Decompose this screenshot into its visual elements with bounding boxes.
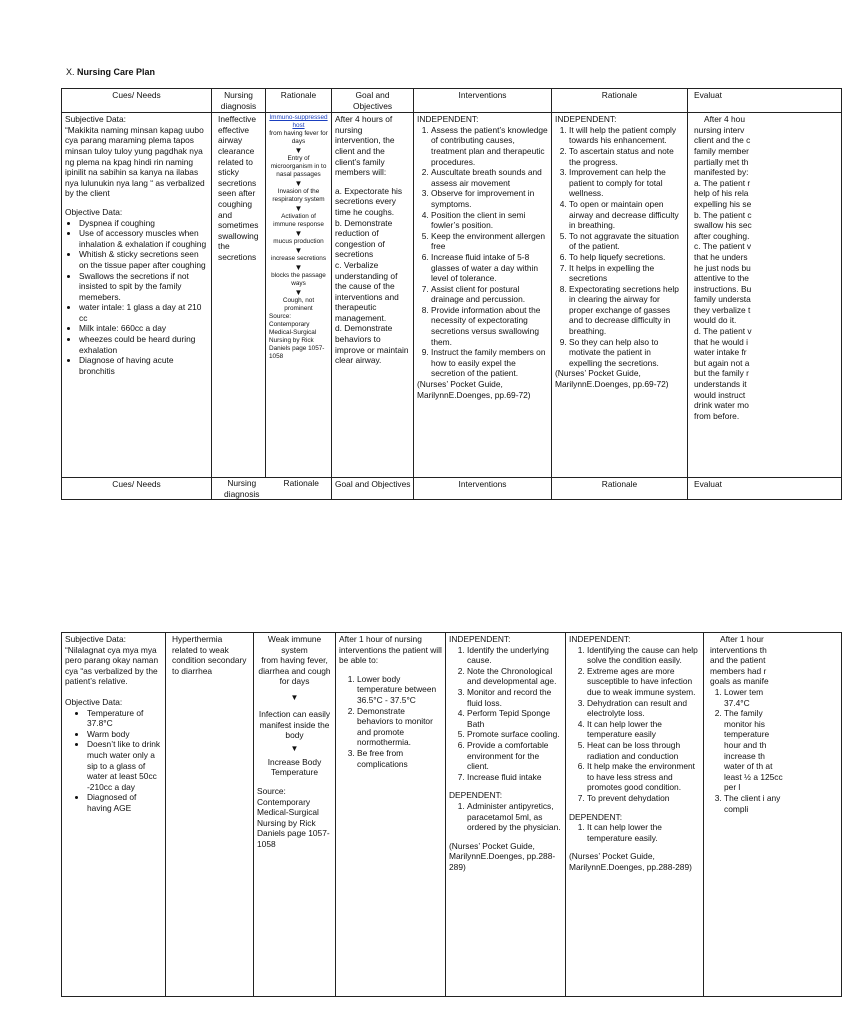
eval-line: d. The patient v xyxy=(694,326,752,337)
eval-line: After 1 hour xyxy=(720,634,764,644)
care-plan-table-2 xyxy=(61,632,842,997)
section-title: Nursing Care Plan xyxy=(77,67,156,77)
dependent-label: DEPENDENT: xyxy=(449,790,503,801)
goal-cell xyxy=(332,113,414,478)
header-cell: Nursing diagnosis xyxy=(212,89,266,113)
header-cell: Rationale xyxy=(552,89,688,113)
list-item: 7. It helps in expelling the secretions xyxy=(569,263,684,284)
independent-label: INDEPENDENT: xyxy=(569,634,631,644)
eval-line: that he unders xyxy=(694,251,748,262)
independent-label: INDEPENDENT: xyxy=(555,114,617,125)
down-arrow-icon: ▼ xyxy=(294,146,303,156)
objective-label: Objective Data: xyxy=(65,696,123,707)
list-item: 3. The client i any compli xyxy=(724,793,784,814)
flow-step: Weak immune system xyxy=(267,634,322,655)
flow-source: Source: Contemporary Medical-Surgical Nursing by Rick Daniels page 1057-1058 xyxy=(257,785,330,849)
eval-line: After 4 hou xyxy=(704,114,745,125)
list-item: 6. Increase fluid intake of 5-8 glasses of water a day within level of tolerance. xyxy=(431,252,548,284)
rationale-cell xyxy=(566,633,704,997)
eval-line: that he would i xyxy=(694,336,749,347)
eval-line: client and the c xyxy=(694,135,751,146)
interventions-list xyxy=(417,125,548,379)
diagnosis-cell xyxy=(166,633,254,997)
evaluation-list xyxy=(710,687,784,814)
down-arrow-icon: ▼ xyxy=(290,692,299,702)
list-item: 6. To help liquefy secretions. xyxy=(569,252,684,263)
footer-cell: Interventions xyxy=(414,478,552,500)
independent-label: INDEPENDENT: xyxy=(417,114,479,125)
list-item: • Dyspnea if coughing xyxy=(79,218,208,229)
goal-intro: After 1 hour of nursing interventions the patient will be able to: xyxy=(339,634,442,666)
dependent-list xyxy=(569,822,700,843)
rationale-list xyxy=(555,125,684,369)
list-item: 9. So they can help also to motivate the patient in expelling the secretions. xyxy=(569,337,684,369)
flow-step: from having fever for days xyxy=(269,130,328,146)
list-item: 2. Extreme ages are more susceptible to have infection due to weak immune system. xyxy=(587,666,700,698)
objective-list xyxy=(65,708,162,814)
objective-label: Objective Data: xyxy=(65,206,123,217)
list-item: • Swallows the secretions if not insisted to spit by the family memebers. xyxy=(79,271,208,303)
eval-line: a. The patient r xyxy=(694,177,751,188)
header-cell: Interventions xyxy=(414,89,552,113)
subjective-text: “Makikita naming minsan kapag uubo cya parang maraming plema tapos minsan tuloy tuloy yung pagdhak nya ng plema na kpag hindi rin naming ipinilit na sabihin sa kanya na ilabas nya lulunukin nya lang “ as verbalized by the client xyxy=(65,124,205,199)
down-arrow-icon: ▼ xyxy=(294,179,303,189)
eval-line: family understa xyxy=(694,294,751,305)
goal-intro: After 4 hours of nursing intervention, the client and the client’s family members will: xyxy=(335,114,395,178)
table-row xyxy=(62,113,842,478)
rationale-flow-cell xyxy=(254,633,336,997)
eval-line: drink water mo xyxy=(694,400,749,411)
footer-cell: Evaluat xyxy=(688,478,842,500)
list-item: 8. Expectorating secretions help in clearing the airway for proper exchange of gasses and to decrease difficulty in breathing. xyxy=(569,284,684,337)
list-item: • water intale: 1 glass a day at 210 cc xyxy=(79,302,208,323)
list-item: 2. The family monitor his temperature hour and th increase th water of th at least ½ a 125cc per l xyxy=(724,708,784,793)
cues-cell xyxy=(62,113,212,478)
eval-line: interventions th xyxy=(710,644,767,655)
cues-cell xyxy=(62,633,166,997)
evaluation-cell xyxy=(688,113,842,478)
list-item: 3. Observe for improvement in symptoms. xyxy=(431,188,548,209)
list-item: 1. Identifying the cause can help solve the condition easily. xyxy=(587,645,700,666)
list-item: • Doesn’t like to drink much water only a sip to a glass of water at least 50cc -210cc a day xyxy=(87,739,162,792)
eval-line: partially met th xyxy=(694,156,749,167)
eval-line: he just nods bu xyxy=(694,262,751,273)
eval-line: goals as manife xyxy=(710,676,769,687)
list-item: 7. To prevent dehydation xyxy=(587,793,700,804)
subjective-text: “Nilalagnat cya mya mya pero parang okay naman cya “as verbalized by the patient’s relative. xyxy=(65,644,159,687)
goal-item: a. Expectorate his secretions every time he coughs. xyxy=(335,185,403,217)
list-item: 7. Assist client for postural drainage and percussion. xyxy=(431,284,548,305)
objective-list xyxy=(65,218,208,377)
list-item: • wheezes could be heard during exhalation xyxy=(79,334,208,355)
list-item: 1. Lower body temperature between 36.5°C - 37.5°C xyxy=(357,674,442,706)
eval-line: after coughing. xyxy=(694,230,750,241)
list-item: 1. It will help the patient comply towards his enhancement. xyxy=(569,125,684,146)
list-item: 2. Note the Chronological and developmental age. xyxy=(467,666,562,687)
flow-step: Invasion of the respiratory system xyxy=(272,188,325,204)
list-item: 6. It help make the environment to have less stress and promotes good condition. xyxy=(587,761,700,793)
list-item: • Use of accessory muscles when inhalation & exhalation if coughing xyxy=(79,228,208,249)
table-header-row xyxy=(62,89,842,113)
list-item: 3. Dehydration can result and electrolyte loss. xyxy=(587,698,700,719)
eval-line: but again not a xyxy=(694,357,750,368)
list-item: 1. Assess the patient’s knowledge of contributing causes, treatment plan and therapeutic procedures. xyxy=(431,125,548,167)
eval-line: members had r xyxy=(710,665,767,676)
source-note: (Nurses’ Pocket Guide, MarilynnE.Doenges, pp.69-72) xyxy=(555,368,669,390)
list-item: 7. Increase fluid intake xyxy=(467,772,562,783)
list-item: 4. It can help lower the temperature easily xyxy=(587,719,700,740)
down-arrow-icon: ▼ xyxy=(294,229,303,239)
eval-line: they verbalize t xyxy=(694,304,751,315)
list-item: 5. Promote surface cooling. xyxy=(467,729,562,740)
rationale-flow-cell xyxy=(266,113,332,478)
down-arrow-icon: ▼ xyxy=(294,246,303,256)
list-item: 9. Instruct the family members on how to easily expel the secretion of the patient. xyxy=(431,347,548,379)
flow-step: Activation of immune response xyxy=(273,213,324,229)
down-arrow-icon: ▼ xyxy=(294,288,303,298)
list-item: 4. Perform Tepid Sponge Bath xyxy=(467,708,562,729)
interventions-list xyxy=(449,645,562,783)
header-cell: Goal and Objectives xyxy=(332,89,414,113)
list-item: 2. To ascertain status and note the progress. xyxy=(569,146,684,167)
diagnosis-text: Hyperthermia related to weak condition secondary to diarrhea xyxy=(172,634,247,676)
footer-label: Nursing diagnosis xyxy=(224,478,260,499)
down-arrow-icon: ▼ xyxy=(294,263,303,273)
rationale-list xyxy=(569,645,700,804)
list-item: 4. Position the client in semi fowler’s position. xyxy=(431,210,548,231)
eval-line: manifested by: xyxy=(694,167,749,178)
subjective-label: Subjective Data: xyxy=(65,634,126,644)
list-item: • Diagnosed of having AGE xyxy=(87,792,162,813)
list-item: • Whitish & sticky secretions seen on the tissue paper after coughing xyxy=(79,249,208,270)
flow-step: blocks the passage ways xyxy=(271,272,326,288)
section-number: X. xyxy=(66,67,75,77)
eval-line: would do it. xyxy=(694,315,737,326)
goal-item: d. Demonstrate behaviors to improve or maintain clear airway. xyxy=(335,323,409,366)
flow-step: increase secretions xyxy=(270,255,327,263)
flow-step: Increase Body Temperature xyxy=(267,756,322,778)
list-item: 2. Auscultate breath sounds and assess air movement xyxy=(431,167,548,188)
eval-line: and the patient xyxy=(710,655,766,666)
footer-cell xyxy=(212,478,332,500)
footer-cell: Goal and Objectives xyxy=(332,478,414,500)
section-heading xyxy=(66,67,155,77)
eval-line: c. The patient v xyxy=(694,241,752,252)
list-item: 1. Identify the underlying cause. xyxy=(467,645,562,666)
eval-line: instructions. Bu xyxy=(694,283,752,294)
footer-cell: Rationale xyxy=(552,478,688,500)
interventions-cell xyxy=(446,633,566,997)
dependent-list xyxy=(449,801,562,833)
list-item: • Warm body xyxy=(87,729,162,740)
list-item: 4. To open or maintain open airway and decrease difficulty in breathing. xyxy=(569,199,684,231)
independent-label: INDEPENDENT: xyxy=(449,634,511,644)
list-item: 2. Demonstrate behaviors to monitor and promote normothermia. xyxy=(357,706,442,748)
header-cell: Evaluat xyxy=(688,89,842,113)
list-item: • Temperature of 37.8°C xyxy=(87,708,162,729)
header-cell: Rationale xyxy=(266,89,332,113)
subjective-label: Subjective Data: xyxy=(65,114,126,125)
rationale-cell xyxy=(552,113,688,478)
goal-cell xyxy=(336,633,446,997)
footer-cell: Cues/ Needs xyxy=(62,478,212,500)
list-item: 3. Monitor and record the fluid loss. xyxy=(467,687,562,708)
source-note: (Nurses’ Pocket Guide, MarilynnE.Doenges, pp.288-289) xyxy=(449,840,556,872)
list-item: 3. Be free from complications xyxy=(357,748,442,769)
flow-source: Source: Contemporary Medical-Surgical Nursing by Rick Daniels page 1057-1058 xyxy=(269,313,325,361)
diagnosis-cell xyxy=(212,113,266,478)
goal-list xyxy=(339,674,442,769)
list-item: 1. It can help lower the temperature easily. xyxy=(587,822,700,843)
table-row xyxy=(62,633,842,997)
source-note: (Nurses’ Pocket Guide, MarilynnE.Doenges, pp.288-289) xyxy=(569,851,692,872)
list-item: • Milk intale: 660cc a day xyxy=(79,323,208,334)
list-item: 5. To not aggravate the situation of the patient. xyxy=(569,231,684,252)
eval-line: help of his rela xyxy=(694,188,749,199)
flow-step: Immuno-suppressed host xyxy=(269,114,328,130)
eval-line: understands it xyxy=(694,379,747,390)
header-cell: Cues/ Needs xyxy=(62,89,212,113)
evaluation-cell xyxy=(704,633,842,997)
eval-line: family member xyxy=(694,145,749,156)
flow-step: Entry of microorganism in to nasal passages xyxy=(270,155,327,179)
flow-step: Cough, not prominent xyxy=(282,297,315,313)
eval-line: attentive to the xyxy=(694,273,749,284)
eval-line: expelling his se xyxy=(694,198,752,209)
down-arrow-icon: ▼ xyxy=(294,204,303,214)
list-item: 6. Provide a comfortable environment for the client. xyxy=(467,740,562,772)
interventions-cell xyxy=(414,113,552,478)
eval-line: swallow his sec xyxy=(694,220,752,231)
footer-label: Rationale xyxy=(283,478,319,489)
table-footer-row xyxy=(62,478,842,500)
dependent-label: DEPENDENT: xyxy=(569,811,623,822)
list-item: 8. Provide information about the necessity of expectorating secretions versus swallowing them. xyxy=(431,305,548,347)
down-arrow-icon: ▼ xyxy=(290,743,299,753)
goal-item: b. Demonstrate reduction of congestion of secretions xyxy=(335,217,393,260)
diagnosis-text: Ineffective effective airway clearance related to sticky secretions seen after coughing and sometimes swallowing the secretions xyxy=(218,114,259,262)
list-item: 1. Administer antipyretics, paracetamol 5ml, as ordered by the physician. xyxy=(467,801,562,833)
eval-line: from before. xyxy=(694,410,740,421)
eval-line: would instruct xyxy=(694,389,746,400)
eval-line: water intake fr xyxy=(694,347,747,358)
eval-line: b. The patient c xyxy=(694,209,752,220)
care-plan-table-1 xyxy=(61,88,842,500)
eval-line: nursing interv xyxy=(694,124,745,135)
list-item: 3. Improvement can help the patient to comply for total wellness. xyxy=(569,167,684,199)
list-item: • Diagnose of having acute bronchitis xyxy=(79,355,208,376)
eval-line: but the family r xyxy=(694,368,749,379)
list-item: 1. Lower tem 37.4°C xyxy=(724,687,784,708)
flow-step: from having fever, diarrhea and cough for days xyxy=(258,655,331,687)
list-item: 5. Keep the environment allergen free xyxy=(431,231,548,252)
source-note: (Nurses’ Pocket Guide, MarilynnE.Doenges, pp.69-72) xyxy=(417,379,531,400)
goal-item: c. Verbalize understanding of the cause of the interventions and therapeutic management. xyxy=(335,259,399,323)
list-item: 5. Heat can be loss through radiation and conduction xyxy=(587,740,700,761)
flow-step: mucus production xyxy=(273,238,324,246)
flow-step: Infection can easily manifest inside the body xyxy=(258,708,331,741)
